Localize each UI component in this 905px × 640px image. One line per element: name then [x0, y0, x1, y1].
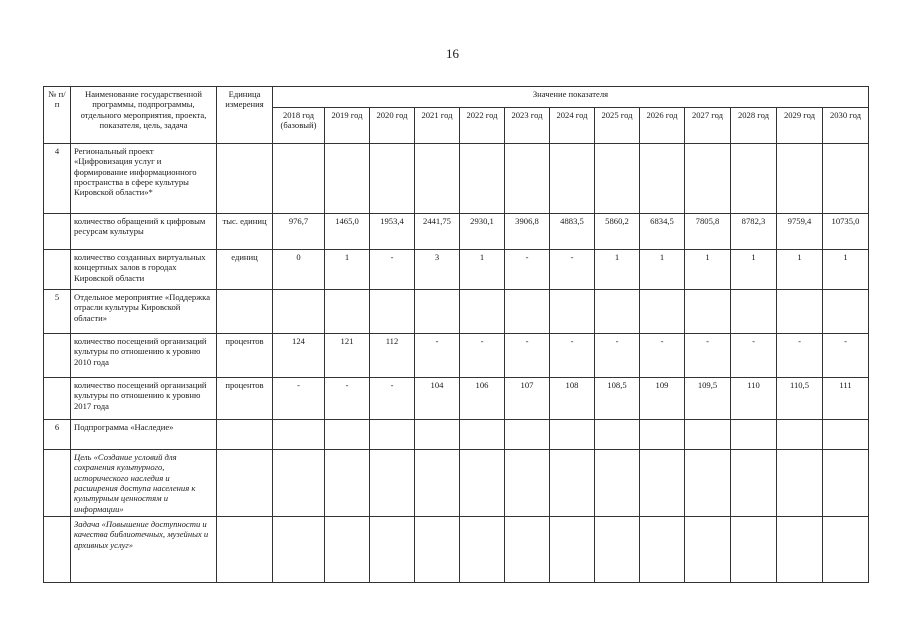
- value-cell: [595, 290, 640, 334]
- row-number: [44, 378, 71, 420]
- row-number: [44, 516, 71, 582]
- value-cell: [731, 516, 777, 582]
- value-cell: 1: [731, 250, 777, 290]
- value-cell: [823, 450, 869, 517]
- value-cell: [325, 516, 370, 582]
- indicators-table: [43, 86, 869, 583]
- value-cell: [415, 516, 460, 582]
- value-cell: 8782,3: [731, 214, 777, 250]
- value-cell: [460, 450, 505, 517]
- header-year: 2022 год: [460, 108, 505, 144]
- value-cell: 1465,0: [325, 214, 370, 250]
- value-cell: [325, 450, 370, 517]
- value-cell: [415, 420, 460, 450]
- row-unit: [217, 144, 273, 214]
- value-cell: [370, 144, 415, 214]
- header-year: 2028 год: [731, 108, 777, 144]
- header-no: № п/п: [44, 87, 71, 144]
- value-cell: -: [370, 378, 415, 420]
- value-cell: -: [823, 334, 869, 378]
- header-year: 2024 год: [550, 108, 595, 144]
- header-row-1: [44, 87, 869, 108]
- row-unit: [217, 290, 273, 334]
- row-name: количество обращений к цифровым ресурсам культуры: [71, 214, 217, 250]
- value-cell: 108: [550, 378, 595, 420]
- value-cell: [777, 144, 823, 214]
- value-cell: 976,7: [273, 214, 325, 250]
- value-cell: 108,5: [595, 378, 640, 420]
- row-number: 6: [44, 420, 71, 450]
- row-name: Отдельное мероприятие «Поддержка отрасли культуры Кировской области»: [71, 290, 217, 334]
- value-cell: -: [505, 250, 550, 290]
- value-cell: 109,5: [685, 378, 731, 420]
- row-name: Задача «Повышение доступности и качества библиотечных, музейных и архивных услуг»: [71, 516, 217, 582]
- row-number: [44, 250, 71, 290]
- value-cell: [505, 420, 550, 450]
- value-cell: [273, 516, 325, 582]
- value-cell: [325, 420, 370, 450]
- value-cell: 106: [460, 378, 505, 420]
- header-year: 2020 год: [370, 108, 415, 144]
- value-cell: [550, 144, 595, 214]
- table-row: [44, 144, 869, 214]
- value-cell: 9759,4: [777, 214, 823, 250]
- value-cell: [325, 144, 370, 214]
- value-cell: [505, 144, 550, 214]
- table-row: [44, 450, 869, 517]
- value-cell: 2930,1: [460, 214, 505, 250]
- value-cell: [273, 450, 325, 517]
- row-unit: единиц: [217, 250, 273, 290]
- value-cell: [640, 516, 685, 582]
- value-cell: 124: [273, 334, 325, 378]
- row-name: Региональный проект «Цифровизация услуг и формирование информационного пространства в сфере культуры Кировской области»*: [71, 144, 217, 214]
- table-row: [44, 378, 869, 420]
- value-cell: [731, 290, 777, 334]
- value-cell: -: [550, 250, 595, 290]
- value-cell: 104: [415, 378, 460, 420]
- value-cell: 7805,8: [685, 214, 731, 250]
- value-cell: [325, 290, 370, 334]
- value-cell: 121: [325, 334, 370, 378]
- value-cell: 10735,0: [823, 214, 869, 250]
- header-year: 2027 год: [685, 108, 731, 144]
- value-cell: [731, 144, 777, 214]
- value-cell: [415, 290, 460, 334]
- row-unit: [217, 450, 273, 517]
- header-year: 2021 год: [415, 108, 460, 144]
- row-unit: тыс. единиц: [217, 214, 273, 250]
- value-cell: 112: [370, 334, 415, 378]
- value-cell: [640, 450, 685, 517]
- header-year: 2026 год: [640, 108, 685, 144]
- value-cell: 1: [460, 250, 505, 290]
- value-cell: [823, 420, 869, 450]
- table-row: [44, 516, 869, 582]
- row-number: [44, 214, 71, 250]
- value-cell: 107: [505, 378, 550, 420]
- row-unit: процентов: [217, 334, 273, 378]
- row-name: Подпрограмма «Наследие»: [71, 420, 217, 450]
- row-unit: [217, 516, 273, 582]
- row-name: количество посещений организаций культуры по отношению к уровню 2010 года: [71, 334, 217, 378]
- value-cell: [595, 420, 640, 450]
- value-cell: [595, 516, 640, 582]
- value-cell: [685, 420, 731, 450]
- value-cell: [685, 450, 731, 517]
- value-cell: [777, 516, 823, 582]
- value-cell: [370, 290, 415, 334]
- value-cell: [731, 450, 777, 517]
- value-cell: 6834,5: [640, 214, 685, 250]
- value-cell: -: [325, 378, 370, 420]
- header-name: Наименование государственной программы, подпрограммы, отдельного мероприятия, проекта, показателя, цель, задача: [71, 87, 217, 144]
- header-year: 2025 год: [595, 108, 640, 144]
- header-year: 2018 год (базовый): [273, 108, 325, 144]
- value-cell: -: [685, 334, 731, 378]
- row-name: количество созданных виртуальных концертных залов в городах Кировской области: [71, 250, 217, 290]
- row-number: [44, 450, 71, 517]
- value-cell: [777, 420, 823, 450]
- value-cell: 2441,75: [415, 214, 460, 250]
- value-cell: -: [550, 334, 595, 378]
- value-cell: [823, 144, 869, 214]
- value-cell: 1: [685, 250, 731, 290]
- value-cell: 1: [640, 250, 685, 290]
- header-unit: Единица измерения: [217, 87, 273, 144]
- page-number: 16: [446, 46, 459, 61]
- header-year: 2030 год: [823, 108, 869, 144]
- value-cell: 3906,8: [505, 214, 550, 250]
- value-cell: 110,5: [777, 378, 823, 420]
- value-cell: 110: [731, 378, 777, 420]
- value-cell: 0: [273, 250, 325, 290]
- value-cell: 1: [595, 250, 640, 290]
- table-body: [44, 144, 869, 583]
- value-cell: 111: [823, 378, 869, 420]
- table-row: [44, 290, 869, 334]
- value-cell: [777, 450, 823, 517]
- value-cell: [460, 290, 505, 334]
- value-cell: [550, 420, 595, 450]
- value-cell: [370, 420, 415, 450]
- table-row: [44, 214, 869, 250]
- value-cell: [460, 420, 505, 450]
- value-cell: [273, 144, 325, 214]
- value-cell: [415, 450, 460, 517]
- value-cell: [550, 290, 595, 334]
- value-cell: -: [595, 334, 640, 378]
- table-row: [44, 420, 869, 450]
- value-cell: [505, 290, 550, 334]
- value-cell: [685, 290, 731, 334]
- value-cell: [777, 290, 823, 334]
- value-cell: [595, 144, 640, 214]
- value-cell: [685, 144, 731, 214]
- value-cell: -: [505, 334, 550, 378]
- header-value: Значение показателя: [273, 87, 869, 108]
- value-cell: 5860,2: [595, 214, 640, 250]
- value-cell: [685, 516, 731, 582]
- row-number: [44, 334, 71, 378]
- header-year: 2029 год: [777, 108, 823, 144]
- header-year: 2019 год: [325, 108, 370, 144]
- value-cell: [505, 450, 550, 517]
- value-cell: [273, 420, 325, 450]
- value-cell: 1: [325, 250, 370, 290]
- row-number: 4: [44, 144, 71, 214]
- value-cell: -: [415, 334, 460, 378]
- row-unit: процентов: [217, 378, 273, 420]
- value-cell: -: [370, 250, 415, 290]
- row-name: количество посещений организаций культуры по отношению к уровню 2017 года: [71, 378, 217, 420]
- header-year: 2023 год: [505, 108, 550, 144]
- row-unit: [217, 420, 273, 450]
- row-number: 5: [44, 290, 71, 334]
- value-cell: [460, 516, 505, 582]
- value-cell: [415, 144, 460, 214]
- value-cell: [273, 290, 325, 334]
- value-cell: 1: [823, 250, 869, 290]
- table-row: [44, 250, 869, 290]
- value-cell: 3: [415, 250, 460, 290]
- value-cell: 1: [777, 250, 823, 290]
- value-cell: [731, 420, 777, 450]
- value-cell: [505, 516, 550, 582]
- value-cell: 109: [640, 378, 685, 420]
- value-cell: -: [273, 378, 325, 420]
- value-cell: [550, 516, 595, 582]
- value-cell: [640, 420, 685, 450]
- value-cell: [550, 450, 595, 517]
- value-cell: [370, 516, 415, 582]
- value-cell: 1953,4: [370, 214, 415, 250]
- value-cell: -: [640, 334, 685, 378]
- value-cell: [823, 290, 869, 334]
- value-cell: [640, 290, 685, 334]
- value-cell: [370, 450, 415, 517]
- value-cell: [595, 450, 640, 517]
- value-cell: 4883,5: [550, 214, 595, 250]
- row-name: Цель «Создание условий для сохранения культурного, исторического наследия и расширения доступа населения к культурным ценностям и информации»: [71, 450, 217, 517]
- value-cell: -: [460, 334, 505, 378]
- value-cell: -: [731, 334, 777, 378]
- value-cell: [823, 516, 869, 582]
- value-cell: [640, 144, 685, 214]
- table-row: [44, 334, 869, 378]
- value-cell: [460, 144, 505, 214]
- value-cell: -: [777, 334, 823, 378]
